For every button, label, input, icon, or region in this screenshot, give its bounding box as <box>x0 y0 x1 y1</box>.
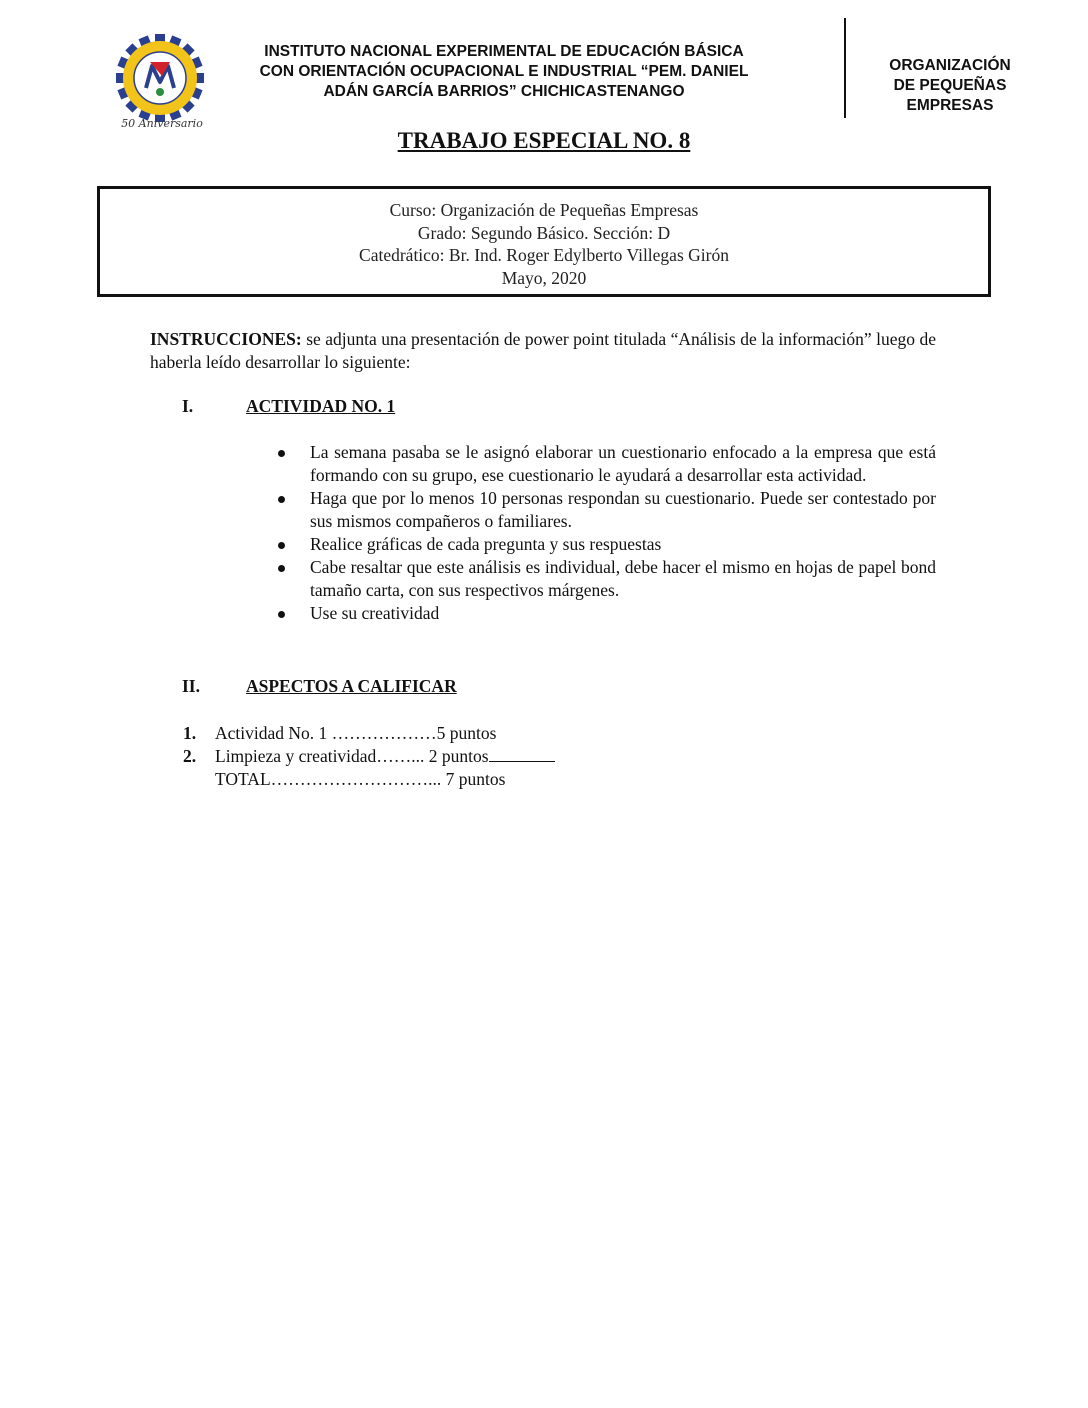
score-total: TOTAL………………………... 7 puntos <box>215 769 506 789</box>
list-item: Use su creatividad <box>276 602 936 625</box>
score-row <box>183 722 683 745</box>
score-row <box>183 768 683 791</box>
list-item: La semana pasaba se le asignó elaborar un cuestionario enfocado a la empresa que está formando con su grupo, ese cuestionario le ayudará a desarrollar esta actividad. <box>276 441 936 487</box>
section-2-title: ASPECTOS A CALIFICAR <box>246 676 457 696</box>
underline-rule <box>489 745 555 762</box>
course-line: Curso: Organización de Pequeñas Empresas <box>389 200 699 220</box>
section-1-number: I. <box>182 396 194 416</box>
subject-name <box>858 56 1042 116</box>
bullet-icon <box>278 611 285 618</box>
institute-line: INSTITUTO NACIONAL EXPERIMENTAL DE EDUCACIÓN BÁSICA <box>264 43 744 60</box>
bullet-icon <box>278 542 285 549</box>
score-text: Limpieza y creatividad……... 2 puntos <box>215 745 555 768</box>
date-line: Mayo, 2020 <box>501 267 587 288</box>
teacher-line: Catedrático: Br. Ind. Roger Edylberto Villegas Girón <box>359 245 729 265</box>
institute-line: CON ORIENTACIÓN OCUPACIONAL E INDUSTRIAL “PEM. DANIEL <box>259 63 749 80</box>
list-item: Realice gráficas de cada pregunta y sus respuestas <box>276 533 936 556</box>
score-number: 1. <box>183 723 197 743</box>
subject-line: ORGANIZACIÓN <box>889 57 1011 74</box>
instructions-text: se adjunta una presentación de power point titulada “Análisis de la información” luego de haberla leído desarrollar lo siguiente: <box>150 329 936 372</box>
header-divider <box>844 18 846 118</box>
logo-caption: 50 Aniversario <box>121 117 203 130</box>
subject-line: EMPRESAS <box>906 97 994 114</box>
score-number: 2. <box>183 746 197 766</box>
instructions-label: INSTRUCCIONES: <box>150 329 302 349</box>
subject-line: DE PEQUEÑAS <box>893 77 1007 94</box>
score-row <box>183 745 683 768</box>
score-list <box>183 722 683 791</box>
institute-name <box>212 42 796 102</box>
document-title: TRABAJO ESPECIAL NO. 8 <box>397 128 691 153</box>
section-2-number: II. <box>182 676 200 696</box>
activity-bullet-list <box>276 441 936 625</box>
list-item: Cabe resaltar que este análisis es individual, debe hacer el mismo en hojas de papel bond tamaño carta, con sus respectivos márgenes. <box>276 556 936 602</box>
bullet-icon <box>278 565 285 572</box>
bullet-icon <box>278 450 285 457</box>
list-item: Haga que por lo menos 10 personas respondan su cuestionario. Puede ser contestado por sus mismos compañeros o familiares. <box>276 487 936 533</box>
score-text: Actividad No. 1 ………………5 puntos <box>215 723 497 743</box>
bullet-icon <box>278 496 285 503</box>
grade-line: Grado: Segundo Básico. Sección: D <box>417 222 671 243</box>
info-box <box>97 186 991 297</box>
institute-line: ADÁN GARCÍA BARRIOS” CHICHICASTENANGO <box>323 83 685 100</box>
section-1-title: ACTIVIDAD NO. 1 <box>246 396 396 416</box>
instructions-paragraph <box>150 328 936 374</box>
